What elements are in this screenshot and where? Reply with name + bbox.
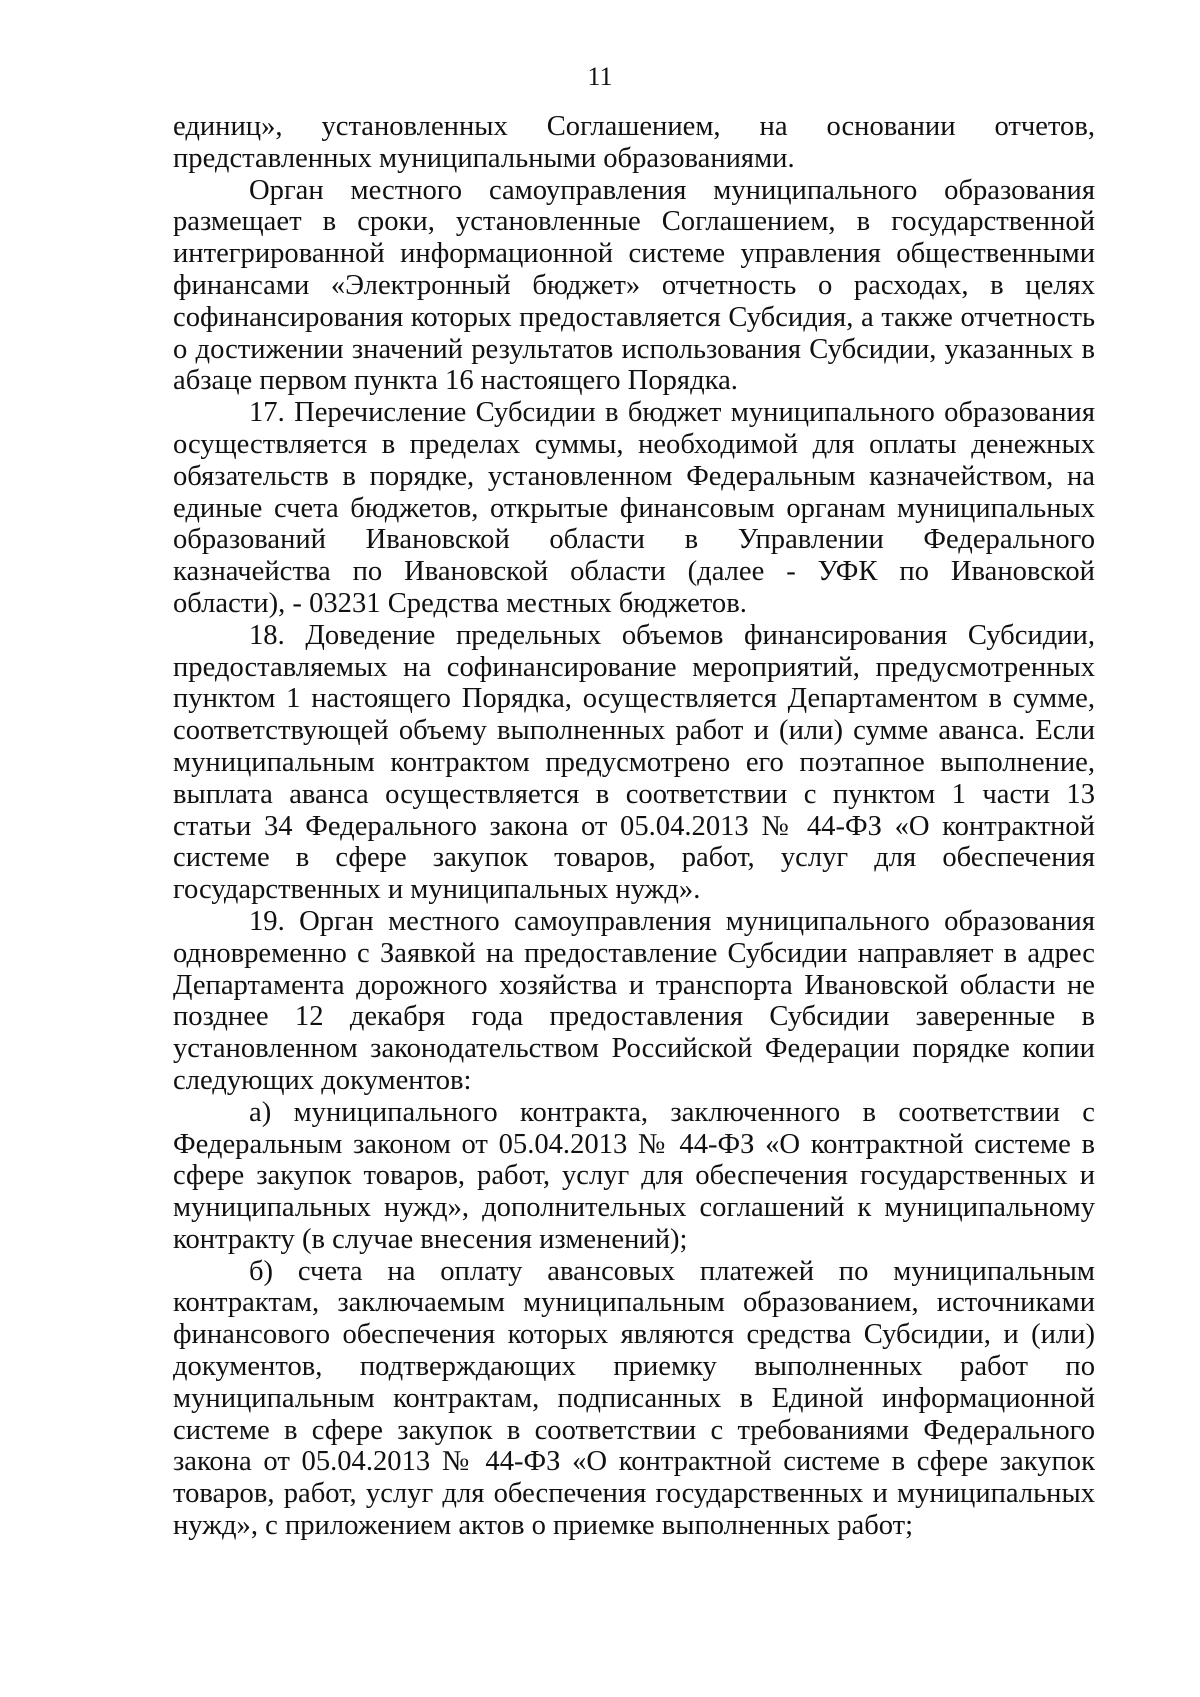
paragraph-19-a: а) муниципального контракта, заключенного в соответствии с Федеральным законом от 05.04.2013 № 44-ФЗ «О контрактной системе в сфере закупок товаров, работ, услуг для обеспечения государственных и муниципальных нужд», дополнительных соглашений к муниципальному контракту (в случае внесения изменений); [173,1096,1095,1255]
paragraph-19-b: б) счета на оплату авансовых платежей по муниципальным контрактам, заключаемым муниципальным образованием, источниками финансового обеспечения которых являются средства Субсидии, и (или) документов, подтверждающих приемку выполненных работ по муниципальным контрактам, подписанных в Единой информационной системе в сфере закупок в соответствии с требованиями Федерального закона от 05.04.2013 № 44-ФЗ «О контрактной системе в сфере закупок товаров, работ, услуг для обеспечения государственных и муниципальных нужд», с приложением актов о приемке выполненных работ; [173,1255,1095,1542]
paragraph-18: 18. Доведение предельных объемов финансирования Субсидии, предоставляемых на софинансирование мероприятий, предусмотренных пунктом 1 настоящего Порядка, осуществляется Департаментом в сумме, соответствующей объему выполненных работ и (или) сумме аванса. Если муниципальным контрактом предусмотрено его поэтапное выполнение, выплата аванса осуществляется в соответствии с пунктом 1 части 13 статьи 34 Федерального закона от 05.04.2013 № 44-ФЗ «О контрактной системе в сфере закупок товаров, работ, услуг для обеспечения государственных и муниципальных нужд». [173,619,1095,906]
page-number: 11 [587,62,613,91]
paragraph-reporting: Орган местного самоуправления муниципального образования размещает в сроки, установленные Соглашением, в государственной интегрированной информационной системе управления общественными финансами «Электронный бюджет» отчетность о расходах, в целях софинансирования которых предоставляется Субсидия, а также отчетность о достижении значений результатов использования Субсидии, указанных в абзаце первом пункта 16 настоящего Порядка. [173,174,1095,397]
paragraph-17: 17. Перечисление Субсидии в бюджет муниципального образования осуществляется в пределах суммы, необходимой для оплаты денежных обязательств в порядке, установленном Федеральным казначейством, на единые счета бюджетов, открытые финансовым органам муниципальных образований Ивановской области в Управлении Федерального казначейства по Ивановской области (далее - УФК по Ивановской области), - 03231 Средства местных бюджетов. [173,397,1095,619]
document-body [173,111,1095,1542]
paragraph-19: 19. Орган местного самоуправления муниципального образования одновременно с Заявкой на предоставление Субсидии направляет в адрес Департамента дорожного хозяйства и транспорта Ивановской области не позднее 12 декабря года предоставления Субсидии заверенные в установленном законодательством Российской Федерации порядке копии следующих документов: [173,905,1095,1096]
paragraph-continuation: единиц», установленных Соглашением, на основании отчетов, представленных муниципальными образованиями. [173,111,1095,174]
